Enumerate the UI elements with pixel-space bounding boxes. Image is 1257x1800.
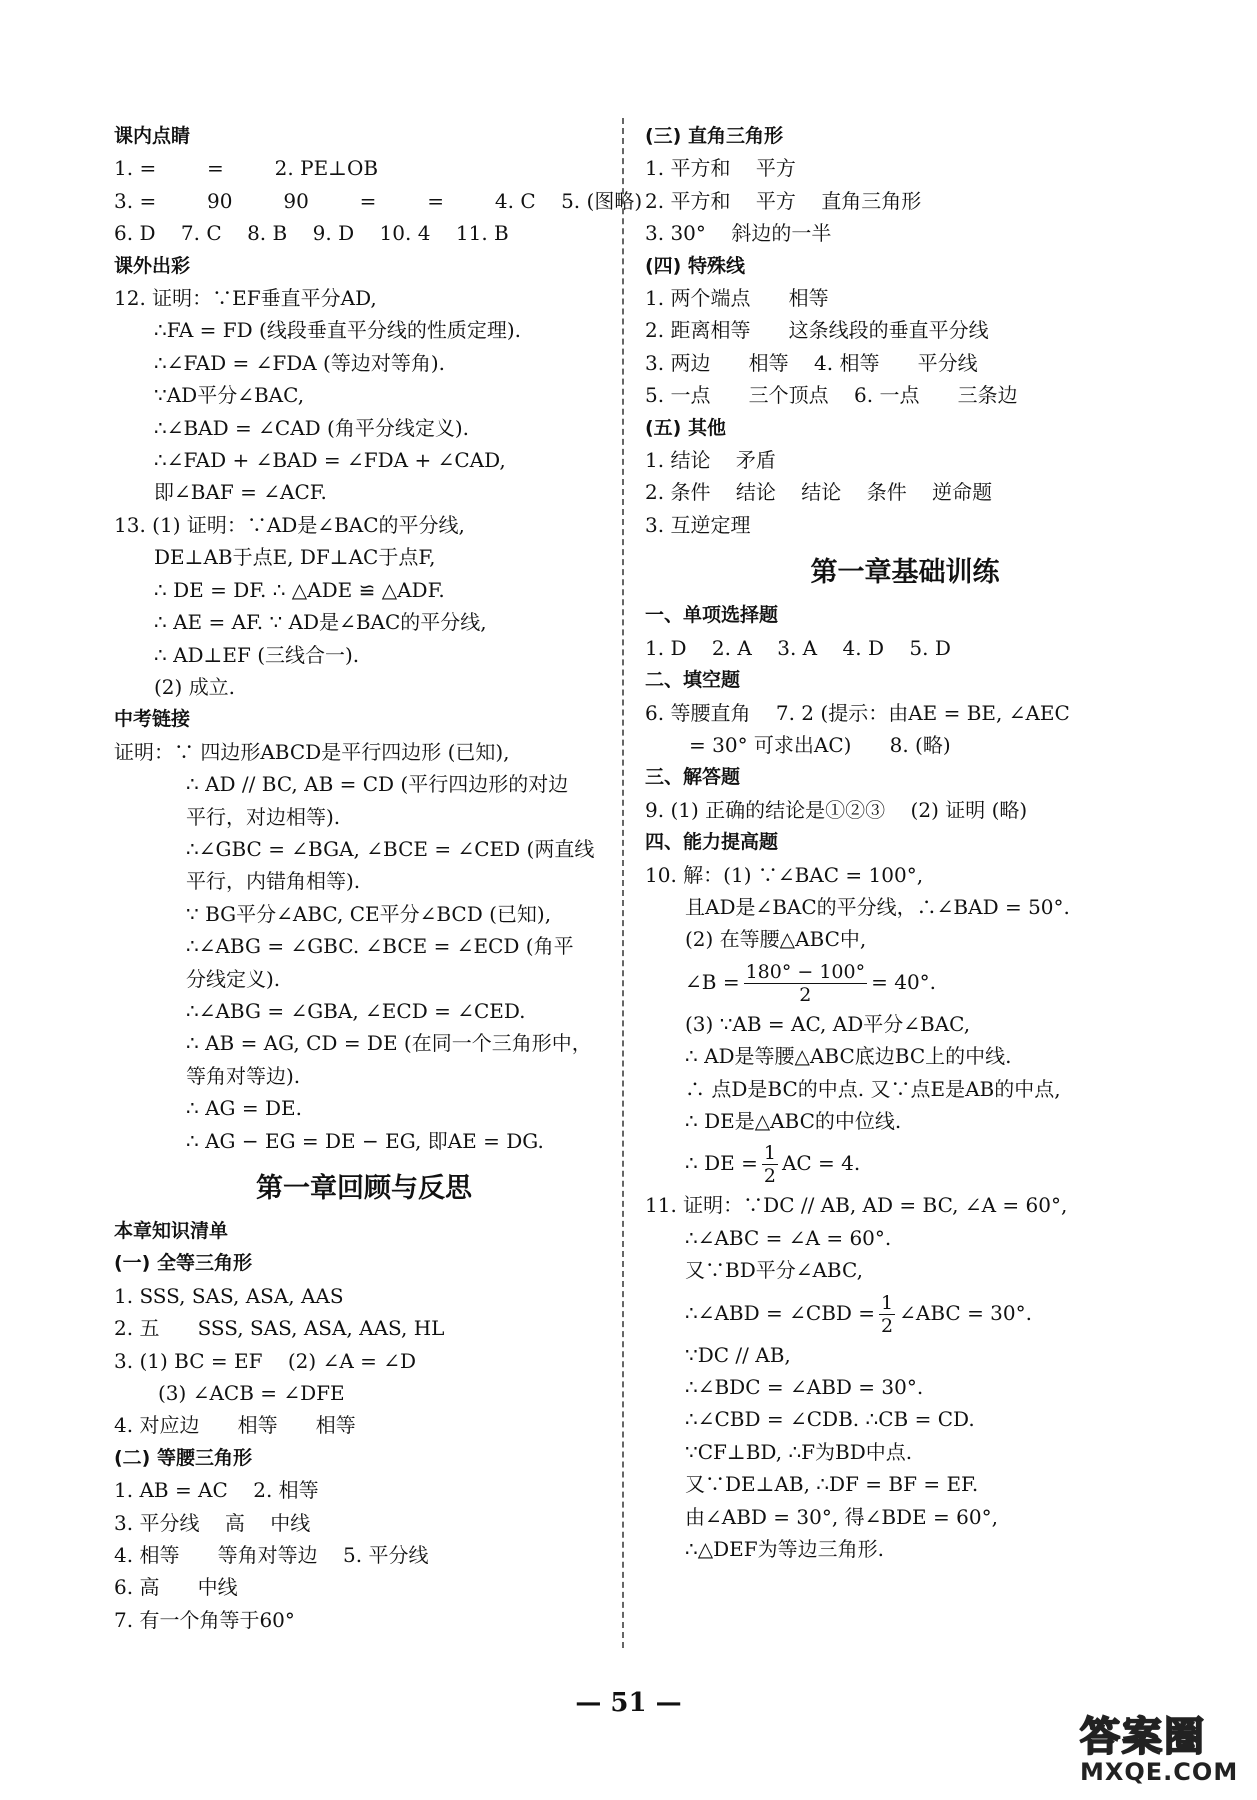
fraction <box>762 1142 778 1187</box>
answer-line: 平行，对边相等). <box>186 804 341 829</box>
section-title: 第一章回顾与反思 <box>256 1173 472 1204</box>
answer-line: ∴ AE = AF. ∵ AD是∠BAC的平分线, <box>154 610 487 635</box>
answer-line: 3. (1) BC = EF (2) ∠A = ∠D <box>114 1348 417 1373</box>
answer-line: 1. D 2. A 3. A 4. D 5. D <box>645 635 951 660</box>
answer-line: 12. 证明：∵EF垂直平分AD, <box>114 286 377 311</box>
answer-line: 9. (1) 正确的结论是①②③ (2) 证明 (略) <box>645 797 1028 822</box>
fraction-denominator: 2 <box>799 983 812 1006</box>
subsection-heading: 三、解答题 <box>645 766 741 789</box>
answer-line: 3. = 90 90 = = 4. C 5. (图略) <box>114 188 643 213</box>
expression-text: ∴∠ABD = ∠CBD = <box>685 1300 876 1325</box>
expression-text: ∠B = <box>685 969 740 994</box>
answer-line: 3. 互逆定理 <box>645 512 751 537</box>
answer-line: ∵ BG平分∠ABC, CE平分∠BCD (已知), <box>186 901 552 926</box>
answer-line: 13. (1) 证明：∵AD是∠BAC的平分线, <box>114 512 465 537</box>
page-number: — 51 — <box>575 1688 682 1718</box>
subsection-heading: (三) 直角三角形 <box>645 125 783 147</box>
subsection-heading: 四、能力提高题 <box>645 831 779 854</box>
answer-line: 5. 一点 三个顶点 6. 一点 三条边 <box>645 383 1018 408</box>
answer-line: 即∠BAF = ∠ACF. <box>154 480 327 505</box>
subsection-heading: (五) 其他 <box>645 416 726 439</box>
answer-line: ∴ AD是等腰△ABC底边BC上的中线. <box>685 1044 1012 1069</box>
answer-line: 又∵DE⊥AB, ∴DF = BF = EF. <box>685 1472 979 1497</box>
subsection-heading: 本章知识清单 <box>114 1220 229 1242</box>
watermark-site: MXQE.COM <box>1080 1758 1239 1786</box>
answer-line: ∴∠ABG = ∠GBC. ∠BCE = ∠ECD (角平 <box>186 934 574 959</box>
subsection-heading: 课内点睛 <box>114 125 191 147</box>
subsection-heading: (一) 全等三角形 <box>114 1252 252 1275</box>
expression-text: AC = 4. <box>781 1151 861 1176</box>
subsection-heading: (四) 特殊线 <box>645 254 745 277</box>
answer-line: 1. SSS, SAS, ASA, AAS <box>114 1283 344 1308</box>
answer-line: ∴ DE是△ABC的中位线. <box>685 1108 902 1133</box>
answer-line: 4. 相等 等角对等边 5. 平分线 <box>114 1543 429 1568</box>
expression-text: ∠ABC = 30°. <box>899 1300 1032 1325</box>
subsection-heading: (二) 等腰三角形 <box>114 1446 252 1469</box>
answer-line: 1. 平方和 平方 <box>645 156 796 181</box>
answer-line: 2. 五 SSS, SAS, ASA, AAS, HL <box>114 1316 445 1341</box>
answer-line: 由∠ABD = 30°, 得∠BDE = 60°, <box>685 1504 998 1529</box>
answer-line: 1. = = 2. PE⊥OB <box>114 156 379 181</box>
fraction-denominator: 2 <box>763 1165 776 1188</box>
answer-line: 3. 两边 相等 4. 相等 平分线 <box>645 350 978 375</box>
subsection-heading: 课外出彩 <box>114 254 191 277</box>
fraction-denominator: 2 <box>881 1314 894 1337</box>
fraction <box>744 961 868 1006</box>
answer-line: 10. 解：(1) ∵∠BAC = 100°, <box>645 862 924 887</box>
answer-line: ∵AD平分∠BAC, <box>154 383 305 408</box>
right-column <box>645 120 1165 1565</box>
answer-line: ∴∠ABC = ∠A = 60°. <box>685 1225 892 1250</box>
answer-line: 2. 距离相等 这条线段的垂直平分线 <box>645 318 989 343</box>
answer-line: ∴∠BAD = ∠CAD (角平分线定义). <box>154 415 469 440</box>
answer-line: 证明：∵ 四边形ABCD是平行四边形 (已知), <box>114 739 510 764</box>
answer-line: 等角对等边). <box>186 1063 301 1088</box>
answer-line: 2. 条件 结论 结论 条件 逆命题 <box>645 480 993 505</box>
fraction-numerator: 1 <box>763 1142 776 1165</box>
answer-line <box>645 1137 1165 1189</box>
answer-line: ∴∠BDC = ∠ABD = 30°. <box>685 1375 924 1399</box>
expression-text: = 40°. <box>871 969 937 994</box>
answer-line: 3. 30° 斜边的一半 <box>645 221 832 246</box>
answer-line: ∴ AB = AG, CD = DE (在同一个三角形中， <box>186 1031 592 1056</box>
answer-line: 1. 结论 矛盾 <box>645 448 776 473</box>
expression-text: ∴ DE = <box>685 1151 758 1176</box>
answer-line: ∴∠FAD = ∠FDA (等边对等角). <box>154 350 446 375</box>
answer-line: ∴∠GBC = ∠BGA, ∠BCE = ∠CED (两直线 <box>186 836 595 861</box>
answer-line: ∴FA = FD (线段垂直平分线的性质定理). <box>154 318 522 343</box>
answer-line: 1. AB = AC 2. 相等 <box>114 1478 319 1503</box>
answer-line: 6. 高 中线 <box>114 1575 238 1600</box>
answer-line: (2) 成立. <box>154 674 236 699</box>
subsection-heading: 一、单项选择题 <box>645 604 779 627</box>
answer-line <box>645 1287 1165 1339</box>
answer-line: 6. D 7. C 8. B 9. D 10. 4 11. B <box>114 221 509 246</box>
answer-line: ∴ 点D是BC的中点. 又∵点E是AB的中点, <box>685 1076 1061 1101</box>
section-title: 第一章基础训练 <box>810 557 1000 589</box>
left-column <box>114 120 643 1636</box>
answer-line: ∴ AG − EG = DE − EG, 即AE = DG. <box>186 1128 544 1153</box>
answer-line: ∴ AD // BC, AB = CD (平行四边形的对边 <box>186 772 569 797</box>
answer-line: ∴ AD⊥EF (三线合一). <box>154 642 360 667</box>
answer-line: 4. 对应边 相等 相等 <box>114 1413 356 1438</box>
answer-line: ∴∠FAD + ∠BAD = ∠FDA + ∠CAD, <box>154 448 506 473</box>
answer-line: (3) ∠ACB = ∠DFE <box>158 1381 345 1406</box>
answer-line: (3) ∵AB = AC, AD平分∠BAC, <box>685 1011 971 1036</box>
answer-line: 11. 证明：∵DC // AB, AD = BC, ∠A = 60°, <box>645 1193 1068 1218</box>
answer-line: 2. 平方和 平方 直角三角形 <box>645 188 922 213</box>
answer-line: ∵CF⊥BD, ∴F为BD中点. <box>685 1439 913 1464</box>
answer-line: ∴△DEF为等边三角形. <box>685 1537 884 1562</box>
subsection-heading: 中考链接 <box>114 708 191 731</box>
answer-line <box>645 956 1165 1008</box>
answer-line: ∴ AG = DE. <box>186 1096 302 1121</box>
watermark-mark: 答案圈 <box>1080 1714 1206 1760</box>
column-divider <box>622 118 624 1648</box>
answer-line: 6. 等腰直角 7. 2 (提示：由AE = BE, ∠AEC <box>645 700 1070 725</box>
answer-line: 1. 两个端点 相等 <box>645 286 829 311</box>
answer-line: 7. 有一个角等于60° <box>114 1607 295 1632</box>
fraction-numerator: 180° − 100° <box>745 960 866 983</box>
answer-line: 又∵BD平分∠ABC, <box>685 1258 863 1283</box>
answer-line: 分线定义). <box>186 966 281 991</box>
answer-line: ∴∠CBD = ∠CDB. ∴CB = CD. <box>685 1407 975 1432</box>
answer-line: 3. 平分线 高 中线 <box>114 1510 311 1535</box>
answer-line: = 30° 可求出AC) 8. (略) <box>689 732 951 757</box>
answer-line: DE⊥AB于点E, DF⊥AC于点F, <box>154 545 436 570</box>
answer-line: ∴∠ABG = ∠GBA, ∠ECD = ∠CED. <box>186 998 526 1023</box>
watermark-logo <box>1080 1705 1240 1795</box>
fraction-numerator: 1 <box>881 1291 894 1314</box>
answer-line: ∵DC // AB, <box>685 1342 791 1367</box>
answer-line: ∴ DE = DF. ∴ △ADE ≌ △ADF. <box>154 577 445 602</box>
answer-line: (2) 在等腰△ABC中, <box>685 927 867 952</box>
fraction <box>879 1292 895 1337</box>
answer-line: 平行，内错角相等). <box>186 869 361 894</box>
subsection-heading: 二、填空题 <box>645 669 741 692</box>
answer-line: 且AD是∠BAC的平分线，∴∠BAD = 50°. <box>685 894 1070 919</box>
